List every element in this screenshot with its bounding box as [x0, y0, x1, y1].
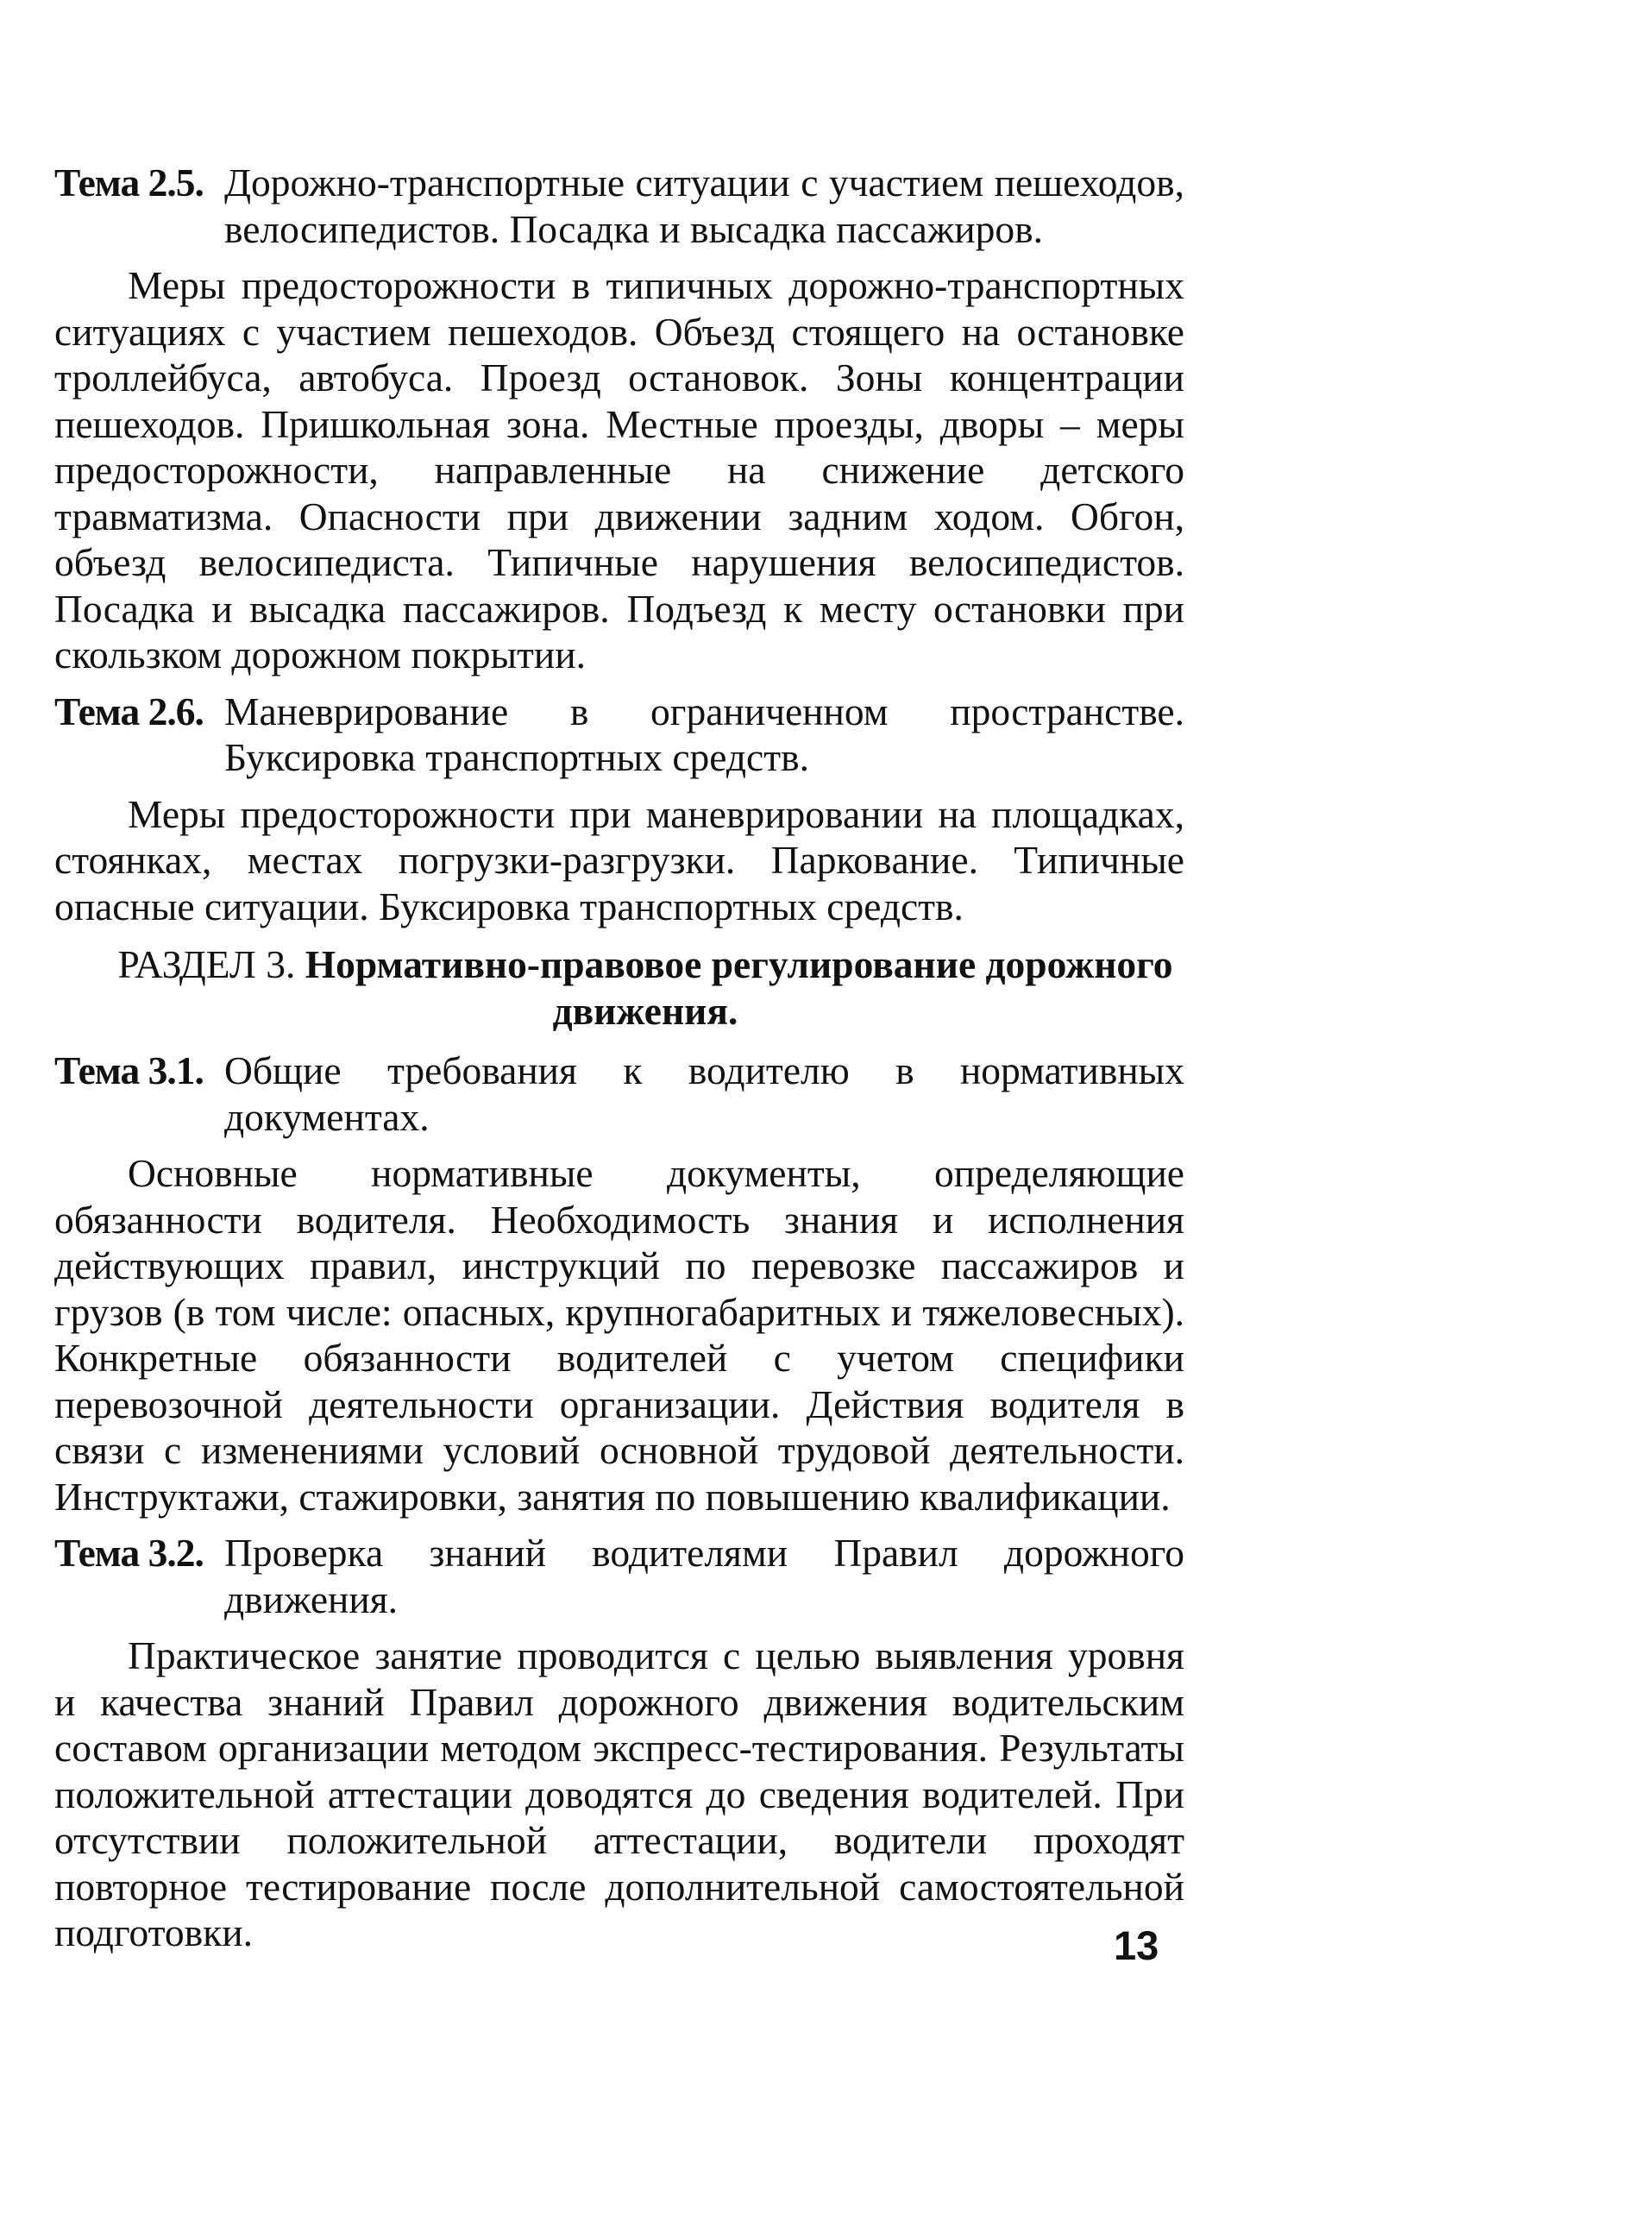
topic-heading — [54, 1048, 1184, 1140]
body-paragraph: Меры предосторожности в типичных дорожно-транспортных ситуациях с участием пешеходов. Объезд стоящего на остановке троллейбуса, автобуса. Проезд остановок. Зоны концентрации пешеходов. Пришкольная зона. Местные проезды, дворы – меры предосторожности, направленные на снижение детского травматизма. Опасности при движении задним ходом. Обгон, объезд велосипедиста. Типичные нарушения велосипедистов. Посадка и высадка пассажиров. Подъезд к месту остановки при скользком дорожном покрытии. — [54, 263, 1184, 676]
page-number: 13 — [1114, 1922, 1159, 1968]
topic-heading — [54, 689, 1184, 781]
topic-title: Дорожно-транспортные ситуации с участием пешеходов, велосипедистов. Посадка и высадка пассажиров. — [224, 160, 1184, 251]
topic-title: Общие требования к водителю в нормативных документах. — [224, 1048, 1184, 1139]
section-heading — [54, 941, 1184, 1034]
topic-title: Маневрирование в ограниченном пространстве. Буксировка транспортных средств. — [224, 689, 1184, 779]
topic-title: Проверка знаний водителями Правил дорожного движения. — [224, 1531, 1184, 1621]
body-paragraph: Практическое занятие проводится с целью выявления уровня и качества знаний Правил дорожного движения водительским составом организации методом экспресс-тестирования. Результаты положительной аттестации доводятся до сведения водителей. При отсутствии положительной аттестации, водители проходят повторное тестирование после дополнительной самостоятельной подготовки. — [54, 1633, 1184, 1954]
page-body — [54, 160, 1184, 1966]
topic-number: Тема 2.5. — [54, 160, 204, 204]
section-label: РАЗДЕЛ 3. — [117, 942, 296, 986]
topic-number: Тема 3.2. — [54, 1531, 204, 1575]
body-paragraph: Меры предосторожности при маневрировании на площадках, стоянках, местах погрузки-разгрузки. Парковaние. Типичные опасные ситуации. Буксировка транспортных средств. — [54, 791, 1184, 928]
body-paragraph: Основные нормативные документы, определяющие обязанности водителя. Необходимость знания и исполнения действующих правил, инструкций по перевозке пассажиров и грузов (в том числе: опасных, крупногабаритных и тяжеловесных). Конкретные обязанности водителей с учетом специфики перевозочной деятельности организации. Действия водителя в связи с изменениями условий основной трудовой деятельности. Инструктажи, стажировки, занятия по повышению квалификации. — [54, 1151, 1184, 1519]
topic-heading — [54, 1530, 1184, 1622]
section-title: Нормативно-правовое регулирование дорожного движения. — [305, 942, 1173, 1033]
topic-number: Тема 2.6. — [54, 689, 204, 733]
topic-number: Тема 3.1. — [54, 1048, 204, 1092]
topic-heading — [54, 160, 1184, 252]
